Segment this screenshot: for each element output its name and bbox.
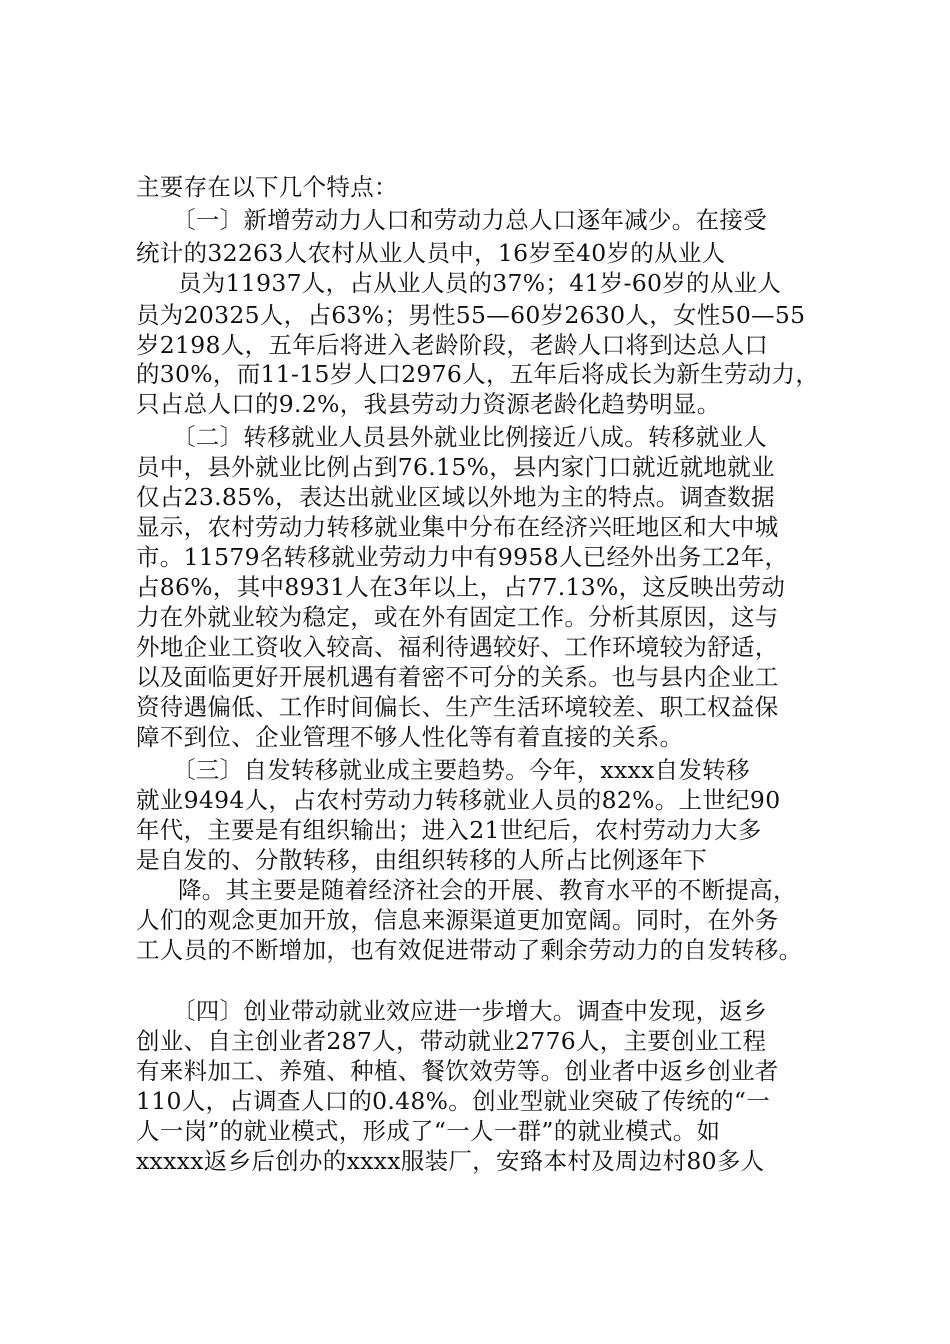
text-line: 〔四〕创业带动就业效应进一步增大。调查中发现，返乡 bbox=[172, 997, 767, 1025]
text-line: 只占总人口的9.2%，我县劳动力资源老龄化趋势明显。 bbox=[136, 390, 721, 418]
text-line: xxxxx返乡后创办的xxxx服装厂，安臵本村及周边村80多人 bbox=[136, 1147, 765, 1175]
text-line: 〔一〕新增劳动力人口和劳动力总人口逐年减少。在接受 bbox=[172, 206, 767, 234]
text-line: 〔三〕自发转移就业成主要趋势。今年，xxxx自发转移 bbox=[172, 756, 750, 784]
text-line: 工人员的不断增加，也有效促进带动了剩余劳动力的自发转移。 bbox=[136, 936, 803, 964]
text-line: 员中，县外就业比例占到76.15%，县内家门口就近就地就业 bbox=[136, 453, 775, 481]
text-line: 资待遇偏低、工作时间偏长、生产生活环境较差、职工权益保 bbox=[136, 693, 779, 721]
text-line: 的30%，而11-15岁人口2976人，五年后将成长为新生劳动力， bbox=[136, 360, 820, 388]
text-line: 统计的32263人农村从业人员中，16岁至40岁的从业人 bbox=[136, 239, 726, 267]
text-line: 显示，农村劳动力转移就业集中分布在经济兴旺地区和大中城 bbox=[136, 513, 779, 541]
text-line: 员为11937人，占从业人员的37%；41岁-60岁的从业人 bbox=[178, 269, 782, 297]
text-line: 以及面临更好开展机遇有着密不可分的关系。也与县内企业工 bbox=[136, 663, 779, 691]
text-line: 障不到位、企业管理不够人性化等有着直接的关系。 bbox=[136, 723, 684, 751]
text-line: 仅占23.85%，表达出就业区域以外地为主的特点。调查数据 bbox=[136, 483, 775, 511]
text-line: 是自发的、分散转移，由组织转移的人所占比例逐年下 bbox=[136, 846, 708, 874]
text-line: 员为20325人，占63%；男性55—60岁2630人，女性50—55 bbox=[136, 301, 806, 329]
text-line: 110人，占调查人口的0.48%。创业型就业突破了传统的“一 bbox=[136, 1087, 771, 1115]
text-line: 市。11579名转移就业劳动力中有9958人已经外出务工2年， bbox=[136, 543, 789, 571]
text-line: 〔二〕转移就业人员县外就业比例接近八成。转移就业人 bbox=[172, 423, 767, 451]
text-line: 就业9494人，占农村劳动力转移就业人员的82%。上世纪90 bbox=[136, 786, 781, 814]
text-line: 人一岗”的就业模式，形成了“一人一群”的就业模式。如 bbox=[136, 1117, 721, 1145]
text-line: 有来料加工、养殖、种植、餐饮效劳等。创业者中返乡创业者 bbox=[136, 1057, 779, 1085]
text-line: 年代，主要是有组织输出；进入21世纪后，农村劳动力大多 bbox=[136, 816, 762, 844]
text-line: 降。其主要是随着经济社会的开展、教育水平的不断提高， bbox=[178, 876, 797, 904]
text-line: 人们的观念更加开放，信息来源渠道更加宽阔。同时，在外务 bbox=[136, 906, 779, 934]
text-line: 岁2198人，五年后将进入老龄阶段，老龄人口将到达总人口 bbox=[136, 331, 769, 359]
text-line: 创业、自主创业者287人，带动就业2776人，主要创业工程 bbox=[136, 1027, 767, 1055]
text-line: 外地企业工资收入较高、福利待遇较好、工作环境较为舒适， bbox=[136, 633, 779, 661]
text-line: 主要存在以下几个特点： bbox=[136, 173, 398, 201]
text-line: 力在外就业较为稳定，或在外有固定工作。分析其原因，这与 bbox=[136, 603, 779, 631]
text-line: 占86%，其中8931人在3年以上，占77.13%，这反映出劳动 bbox=[136, 573, 786, 601]
